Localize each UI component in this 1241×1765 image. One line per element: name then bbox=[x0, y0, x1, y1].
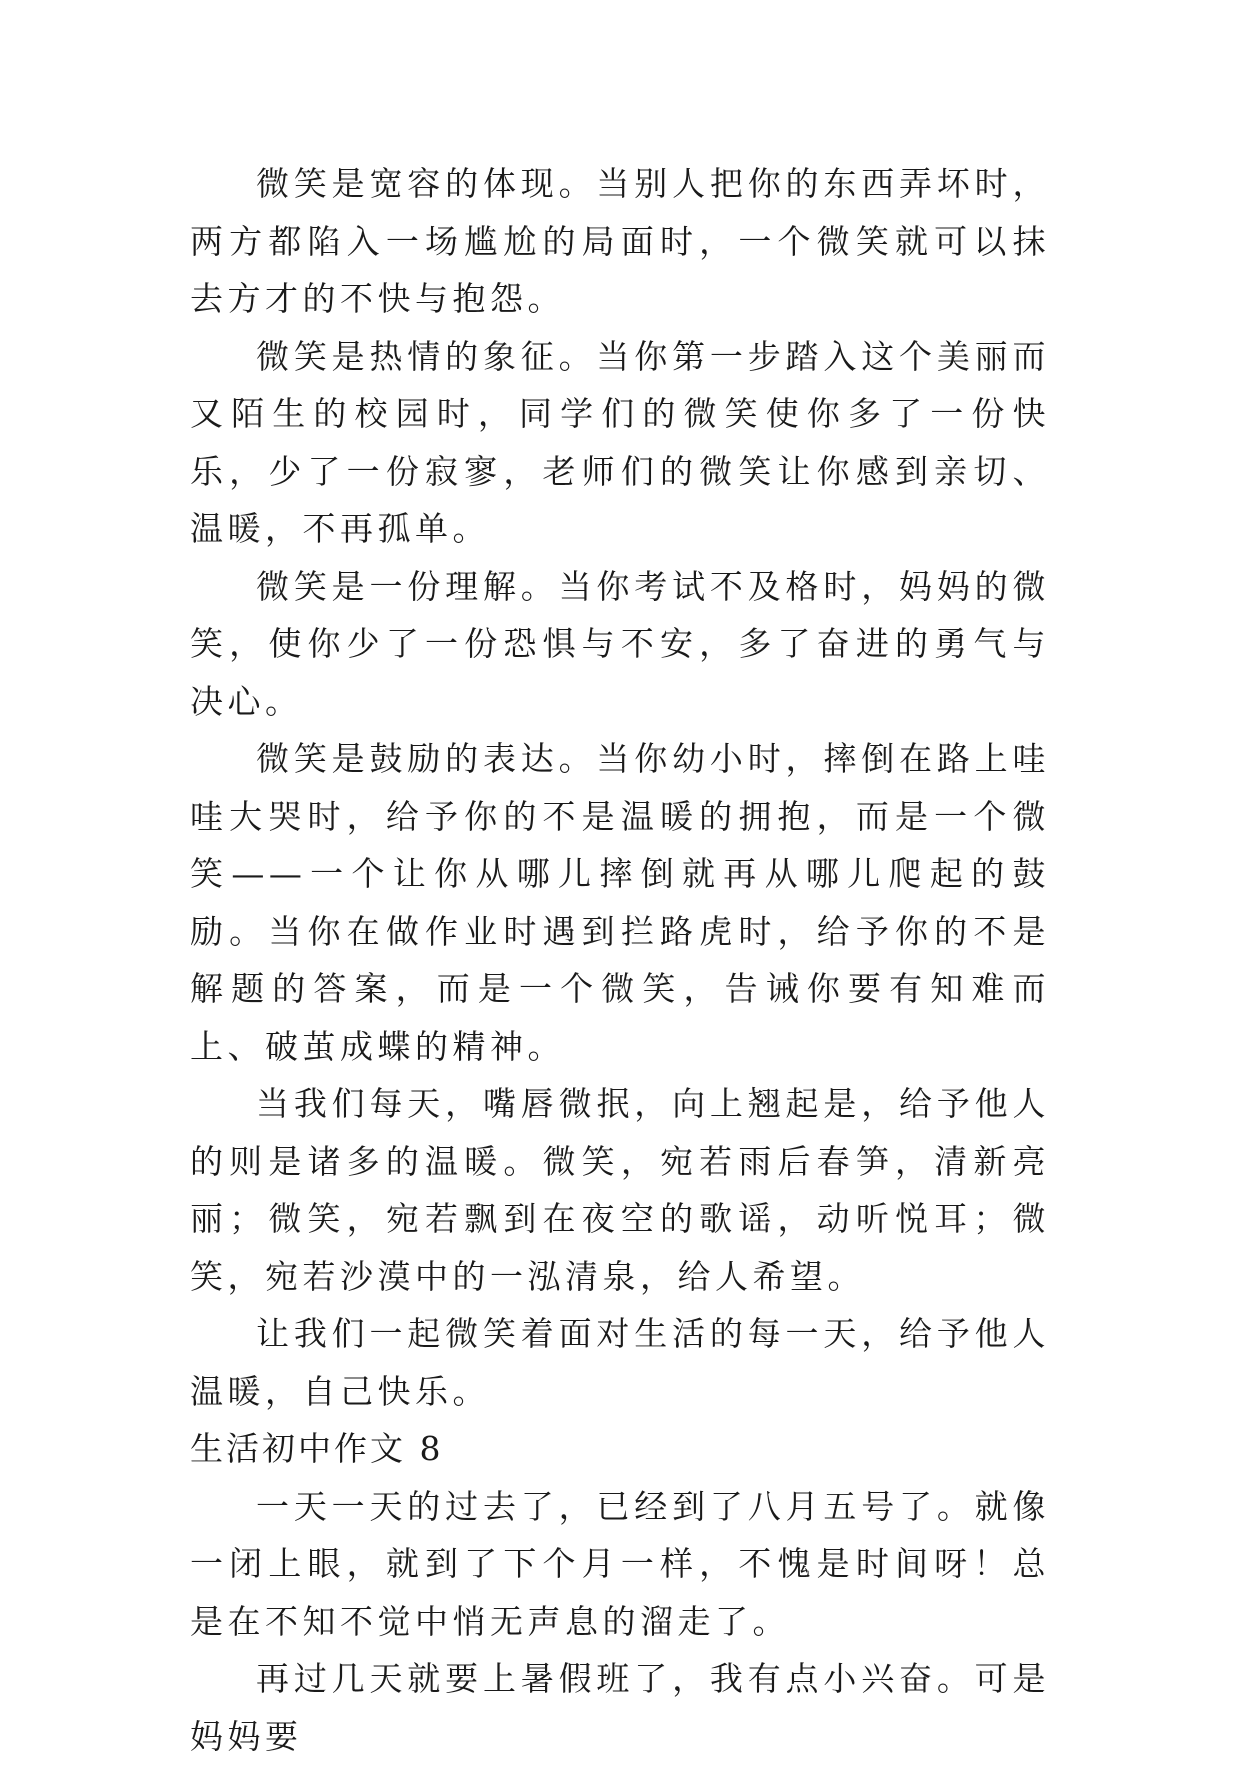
paragraph: 当我们每天，嘴唇微抿，向上翘起是，给予他人的则是诸多的温暖。微笑，宛若雨后春笋，清新亮丽；微笑，宛若飘到在夜空的歌谣，动听悦耳；微笑，宛若沙漠中的一泓清泉，给人希望。 bbox=[190, 1084, 1050, 1296]
paragraph: 微笑是一份理解。当你考试不及格时，妈妈的微笑，使你少了一份恐惧与不安，多了奋进的勇气与决心。 bbox=[190, 566, 1050, 721]
paragraph: 微笑是鼓励的表达。当你幼小时，摔倒在路上哇哇大哭时，给予你的不是温暖的拥抱，而是一个微笑——一个让你从哪儿摔倒就再从哪儿爬起的鼓励。当你在做作业时遇到拦路虎时，给予你的不是解题的答案，而是一个微笑，告诫你要有知难而上、破茧成蝶的精神。 bbox=[190, 739, 1050, 1066]
paragraph: 一天一天的过去了，已经到了八月五号了。就像一闭上眼，就到了下个月一样，不愧是时间呀！总是在不知不觉中悄无声息的溜走了。 bbox=[190, 1486, 1050, 1641]
essay-heading: 生活初中作文 8 bbox=[190, 1429, 444, 1468]
paragraph: 微笑是热情的象征。当你第一步踏入这个美丽而又陌生的校园时，同学们的微笑使你多了一份快乐，少了一份寂寥，老师们的微笑让你感到亲切、温暖，不再孤单。 bbox=[190, 336, 1050, 548]
paragraph: 让我们一起微笑着面对生活的每一天，给予他人温暖，自己快乐。 bbox=[190, 1314, 1050, 1411]
paragraph: 微笑是宽容的体现。当别人把你的东西弄坏时，两方都陷入一场尴尬的局面时，一个微笑就可以抹去方才的不快与抱怨。 bbox=[190, 164, 1050, 318]
document-body bbox=[190, 155, 1050, 1765]
paragraph: 再过几天就要上暑假班了，我有点小兴奋。可是妈妈要 bbox=[190, 1659, 1050, 1756]
